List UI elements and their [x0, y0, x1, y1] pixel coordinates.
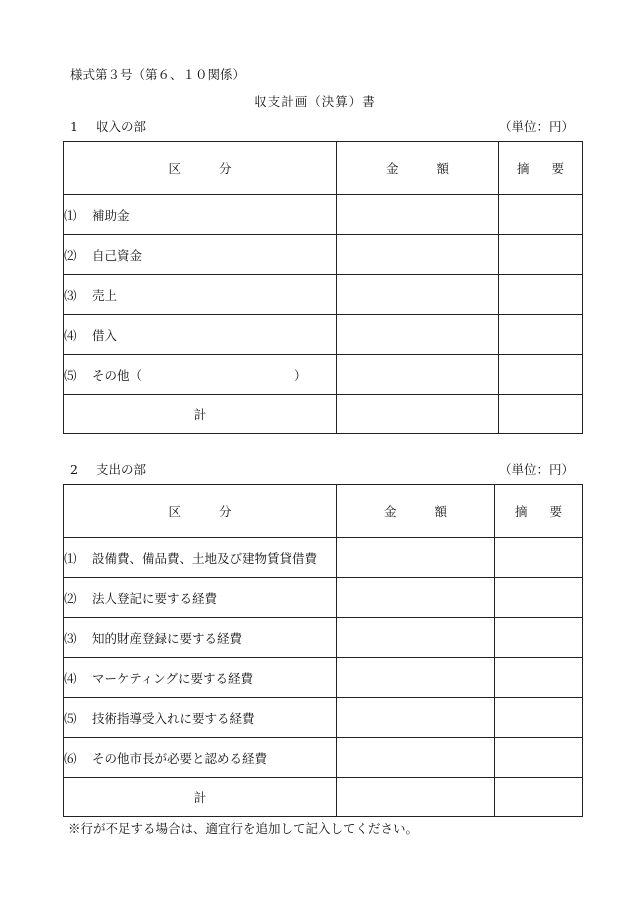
table-row [64, 618, 583, 658]
income-item-own-funds: ⑵ 自己資金 [64, 235, 337, 275]
remarks-cell[interactable] [495, 618, 583, 658]
expense-unit-label: （単位：円） [498, 462, 574, 477]
amount-cell[interactable] [337, 355, 499, 395]
amount-cell[interactable] [337, 738, 495, 778]
remarks-cell[interactable] [495, 698, 583, 738]
expense-section-number: 2 [70, 462, 78, 477]
income-section-number: 1 [70, 119, 78, 134]
expense-table [63, 484, 583, 817]
remarks-cell[interactable] [495, 778, 583, 817]
expense-item-tech-guidance: ⑸ 技術指導受入れに要する経費 [64, 698, 337, 738]
table-row [64, 658, 583, 698]
remarks-cell[interactable] [499, 315, 583, 355]
amount-header: 金 額 [337, 142, 499, 195]
table-row [64, 315, 583, 355]
expense-item-registration: ⑵ 法人登記に要する経費 [64, 578, 337, 618]
table-row [64, 738, 583, 778]
footnote: ※行が不足する場合は、適宜行を追加して記入してください。 [68, 821, 419, 836]
remarks-cell[interactable] [499, 275, 583, 315]
expense-header-row [64, 485, 583, 538]
remarks-cell[interactable] [499, 355, 583, 395]
income-total-row [64, 395, 583, 434]
remarks-cell[interactable] [495, 538, 583, 578]
amount-cell[interactable] [337, 395, 499, 434]
expense-section-title: 支出の部 [96, 462, 147, 477]
remarks-cell[interactable] [495, 738, 583, 778]
amount-cell[interactable] [337, 275, 499, 315]
expense-section-heading [70, 464, 146, 477]
expense-total-row [64, 778, 583, 817]
amount-cell[interactable] [337, 195, 499, 235]
amount-cell[interactable] [337, 618, 495, 658]
document-title: 収支計画（決算）書 [254, 94, 376, 109]
table-row [64, 578, 583, 618]
amount-cell[interactable] [337, 235, 499, 275]
table-row [64, 538, 583, 578]
income-total-label: 計 [64, 395, 337, 434]
income-header-row [64, 142, 583, 195]
remarks-cell[interactable] [495, 578, 583, 618]
expense-total-label: 計 [64, 778, 337, 817]
category-header: 区 分 [64, 485, 337, 538]
remarks-cell[interactable] [499, 195, 583, 235]
table-row [64, 698, 583, 738]
expense-item-equipment: ⑴ 設備費、備品費、土地及び建物賃貸借費 [64, 538, 337, 578]
income-table [63, 141, 583, 434]
expense-item-marketing: ⑷ マーケティングに要する経費 [64, 658, 337, 698]
remarks-cell[interactable] [499, 235, 583, 275]
remarks-cell[interactable] [495, 658, 583, 698]
amount-cell[interactable] [337, 538, 495, 578]
income-section-heading [70, 121, 146, 134]
expense-item-ip: ⑶ 知的財産登録に要する経費 [64, 618, 337, 658]
income-item-other[interactable]: ⑸ その他（ ） [64, 355, 337, 395]
income-unit-label: （単位：円） [498, 119, 574, 134]
income-item-subsidy: ⑴ 補助金 [64, 195, 337, 235]
income-item-sales: ⑶ 売上 [64, 275, 337, 315]
table-row [64, 355, 583, 395]
amount-header: 金 額 [337, 485, 495, 538]
table-row [64, 195, 583, 235]
remarks-header: 摘 要 [495, 485, 583, 538]
category-header: 区 分 [64, 142, 337, 195]
table-row [64, 275, 583, 315]
amount-cell[interactable] [337, 698, 495, 738]
amount-cell[interactable] [337, 658, 495, 698]
amount-cell[interactable] [337, 578, 495, 618]
remarks-cell[interactable] [499, 395, 583, 434]
form-number: 様式第３号（第６、１０関係） [70, 67, 246, 82]
amount-cell[interactable] [337, 315, 499, 355]
table-row [64, 235, 583, 275]
income-section-title: 収入の部 [96, 119, 147, 134]
amount-cell[interactable] [337, 778, 495, 817]
remarks-header: 摘 要 [499, 142, 583, 195]
income-item-borrowing: ⑷ 借入 [64, 315, 337, 355]
expense-item-other: ⑹ その他市長が必要と認める経費 [64, 738, 337, 778]
